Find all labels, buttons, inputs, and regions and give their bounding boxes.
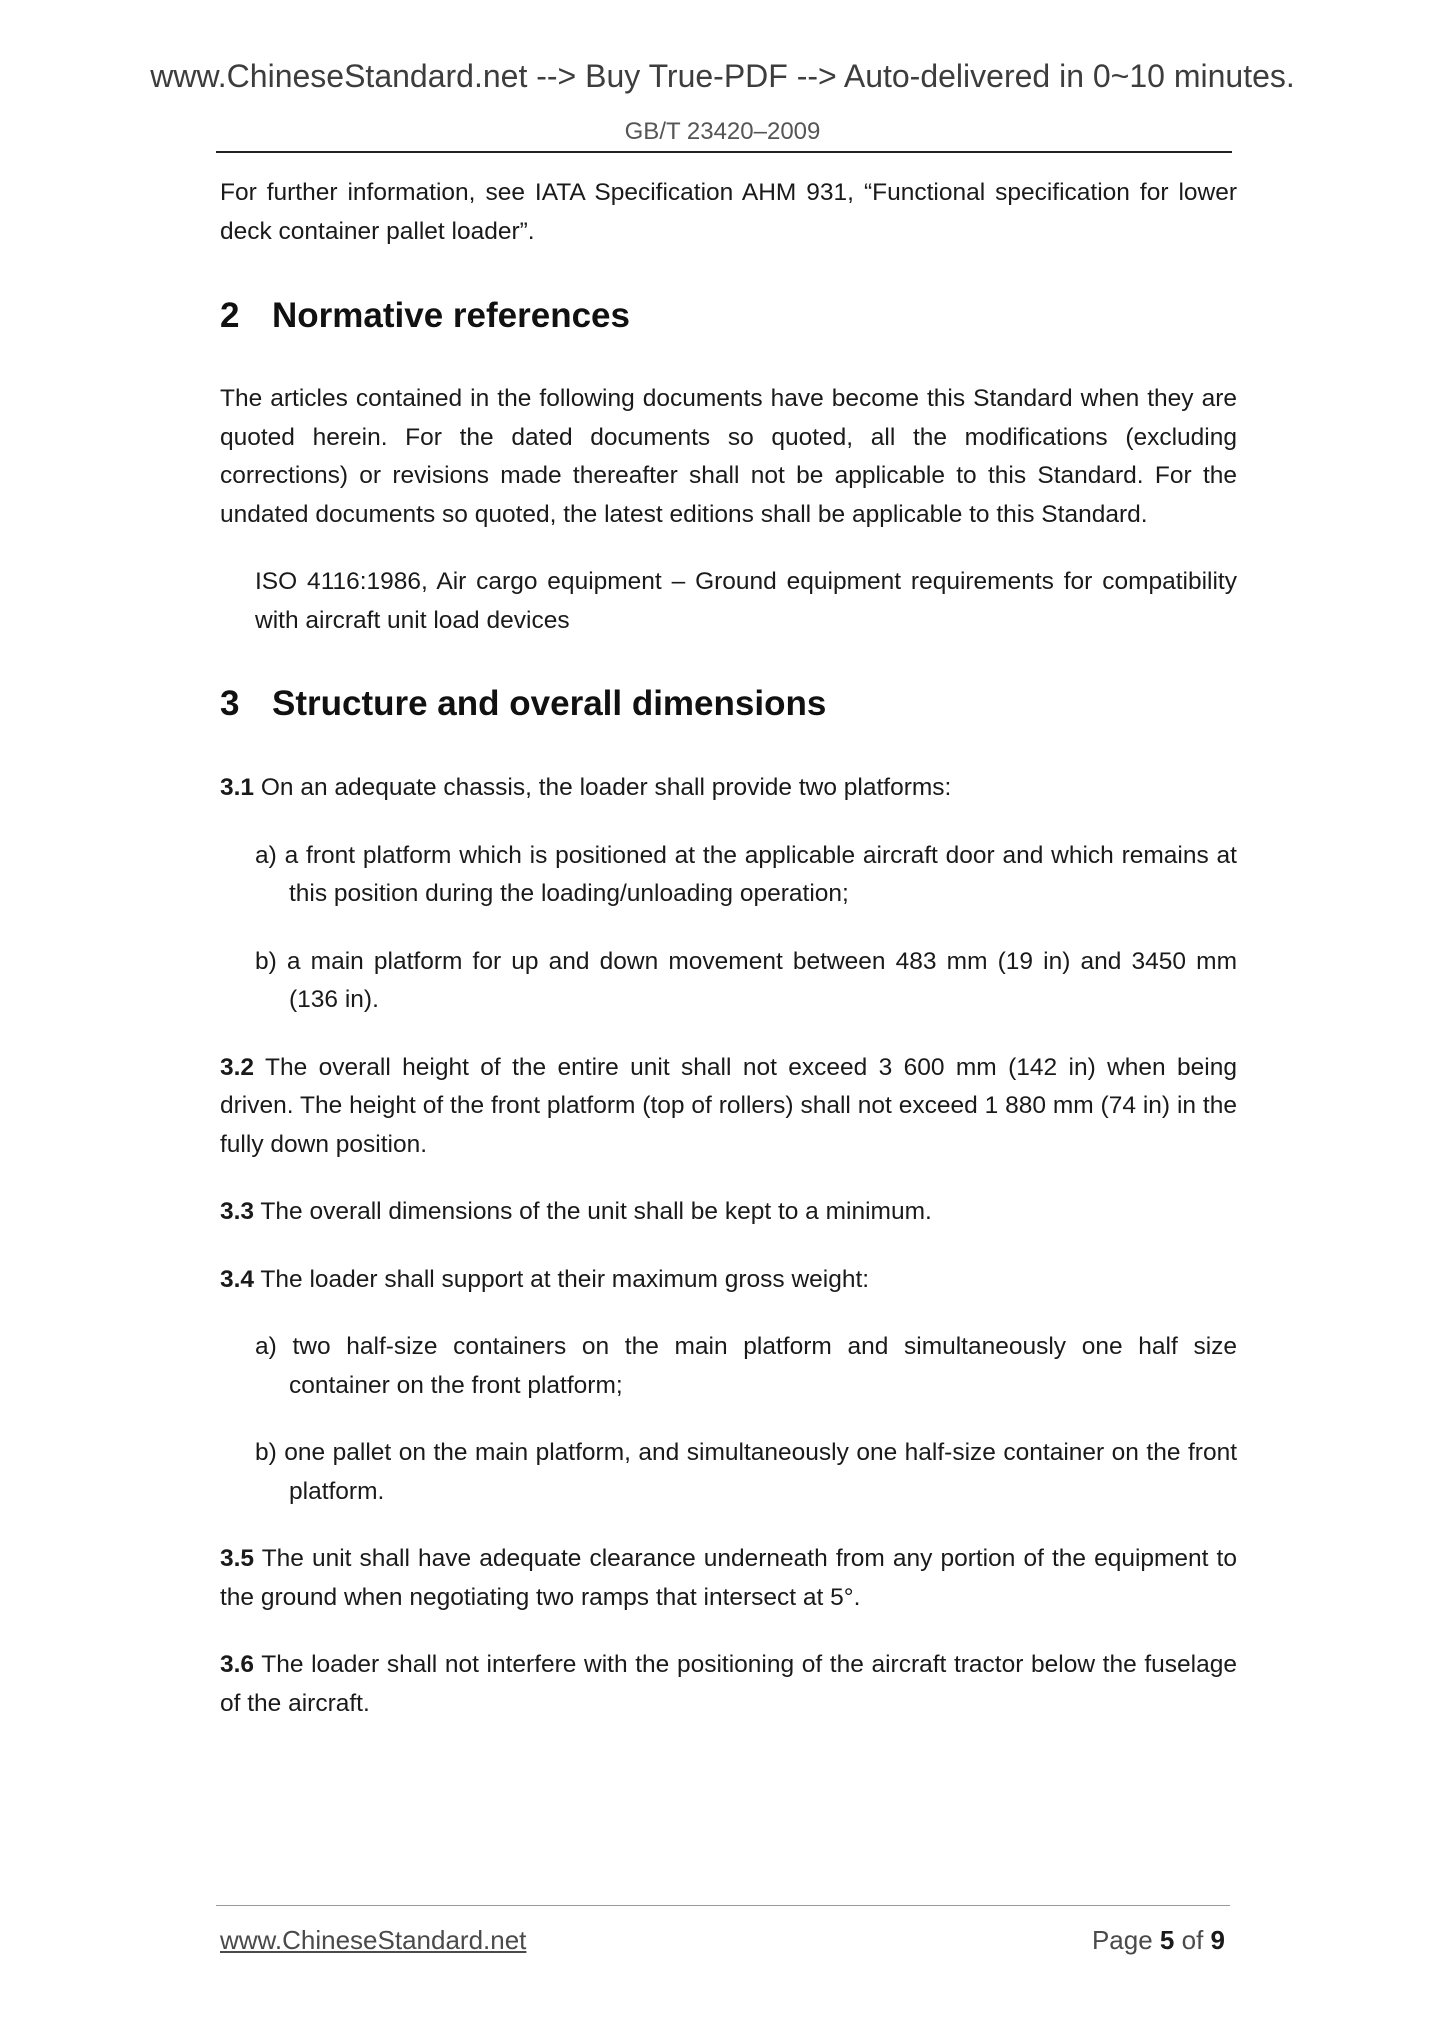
intro-paragraph: For further information, see IATA Specification AHM 931, “Functional specification for lower deck container pallet loader”. — [220, 179, 1237, 245]
item-text: one pallet on the main platform, and simultaneously one half-size container on the front platform. — [284, 1439, 1238, 1505]
section-2-title: Normative references — [272, 296, 630, 335]
item-label: a) — [255, 1333, 293, 1360]
header-divider — [216, 151, 1232, 153]
clause-3-1-item-b — [255, 943, 1237, 1020]
page-number — [1092, 1925, 1225, 1956]
clause-3-4-item-a — [255, 1328, 1237, 1405]
clause-3-6 — [220, 1646, 1237, 1723]
item-text: a front platform which is positioned at the applicable aircraft door and which remains at this position during the loading/unloading operation; — [284, 841, 1237, 907]
clause-3-3 — [220, 1193, 1237, 1232]
item-text: two half-size containers on the main platform and simultaneously one half size container on the front platform; — [289, 1333, 1238, 1399]
normative-references-paragraph: The articles contained in the following documents have become this Standard when they are quoted herein. For the dated documents so quoted, all the modifications (excluding corrections) or revisions made thereafter shall not be applicable to this Standard. For the undated documents so quoted, the latest editions shall be applicable to this Standard. — [220, 385, 1237, 528]
clause-3-1-text: On an adequate chassis, the loader shall provide two platforms: — [254, 774, 952, 801]
clause-3-5 — [220, 1540, 1237, 1617]
item-label: a) — [255, 841, 285, 869]
clause-3-6-number: 3.6 — [220, 1651, 255, 1678]
section-3-number: 3 — [220, 684, 240, 723]
clause-3-1-number: 3.1 — [220, 774, 255, 801]
page-total: 9 — [1210, 1925, 1225, 1955]
clause-3-4-item-b — [255, 1434, 1237, 1511]
standard-code: GB/T 23420–2009 — [624, 118, 821, 145]
section-3-title: Structure and overall dimensions — [272, 684, 827, 723]
clause-3-4 — [220, 1261, 1237, 1300]
section-2-number: 2 — [220, 296, 240, 335]
footer-site-link[interactable]: www.ChineseStandard.net — [220, 1925, 527, 1955]
page-prefix: Page — [1091, 1925, 1160, 1955]
clause-3-6-text: The loader shall not interfere with the positioning of the aircraft tractor below the fuselage of the aircraft. — [220, 1651, 1237, 1717]
clause-3-5-text: The unit shall have adequate clearance underneath from any portion of the equipment to the ground when negotiating two ramps that intersect at 5°. — [220, 1545, 1237, 1611]
clause-3-2-number: 3.2 — [220, 1053, 255, 1081]
clause-3-4-text: The loader shall support at their maximum gross weight: — [254, 1265, 870, 1293]
clause-3-3-number: 3.3 — [220, 1198, 255, 1225]
page-current: 5 — [1159, 1925, 1175, 1955]
item-label: b) — [255, 947, 287, 975]
document-body — [220, 174, 1237, 1752]
clause-3-1 — [220, 769, 1237, 808]
clause-3-3-text: The overall dimensions of the unit shall be kept to a minimum. — [254, 1198, 932, 1225]
section-3-heading — [220, 682, 1237, 726]
clause-3-5-number: 3.5 — [220, 1545, 255, 1572]
clause-3-4-number: 3.4 — [220, 1265, 255, 1293]
footer-divider — [216, 1905, 1230, 1906]
reference-iso-4116: ISO 4116:1986, Air cargo equipment – Ground equipment requirements for compatibility with aircraft unit load devices — [255, 568, 1237, 634]
clause-3-2-text: The overall height of the entire unit shall not exceed 3 600 mm (142 in) when being driven. The height of the front platform (top of rollers) shall not exceed 1 880 mm (74 in) in the fully down position. — [220, 1053, 1237, 1158]
item-label: b) — [255, 1439, 285, 1466]
site-banner: www.ChineseStandard.net --> Buy True-PDF --> Auto-delivered in 0~10 minutes. — [150, 58, 1295, 94]
clause-3-1-item-a — [255, 837, 1237, 914]
section-2-heading — [220, 294, 1237, 338]
clause-3-2 — [220, 1049, 1237, 1165]
page-of: of — [1174, 1925, 1211, 1955]
item-text: a main platform for up and down movement between 483 mm (19 in) and 3450 mm (136 in). — [286, 947, 1237, 1013]
